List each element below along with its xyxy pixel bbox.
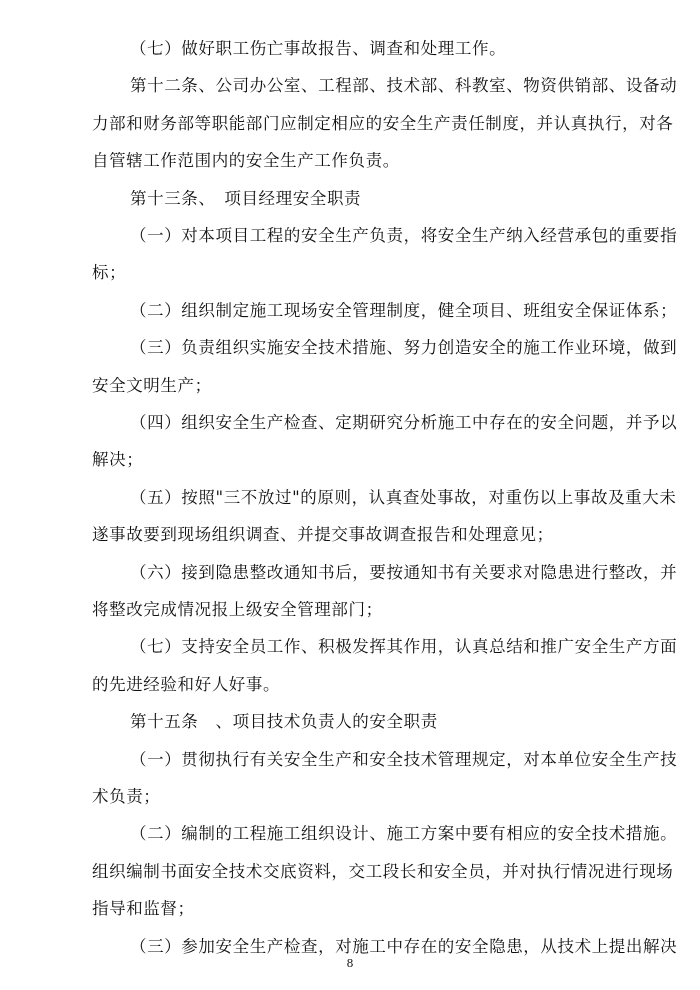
text-line: （三）参加安全生产检查，对施工中存在的安全隐患，从技术上提出解决 [130,936,678,956]
text-line: 标； [92,263,127,283]
text-line: （四）组织安全生产检查、定期研究分析施工中存在的安全问题，并予以 [130,413,678,432]
text-line: （一）对本项目工程的安全生产负责，将安全生产纳入经营承包的重要指 [130,226,678,245]
text-line: 安全文明生产； [92,375,212,395]
text-line: （六）接到隐患整改通知书后，要按通知书有关要求对隐患进行整改，并 [130,562,678,582]
text-line: 第十三条、 项目经理安全职责 [130,188,362,208]
text-line: 第十二条、公司办公室、工程部、技术部、科教室、物资供销部、设备动 [130,76,678,96]
text-line: （三）负责组织实施安全技术措施、努力创造安全的施工作业环境，做到 [130,338,678,358]
text-line: 自管辖工作范围内的安全生产工作负责。 [92,151,400,171]
text-line: （二）组织制定施工现场安全管理制度，健全项目、班组安全保证体系； [130,300,678,320]
text-line: （二）编制的工程施工组织设计、施工方案中要有相应的安全技术措施。 [130,824,678,844]
text-line: 指导和监督； [92,899,195,919]
text-line: 遂事故要到现场组织调查、并提交事故调查报告和处理意见； [92,525,554,545]
text-line: 组织编制书面安全技术交底资料，交工段长和安全员，并对执行情况进行现场 [92,861,674,881]
text-line: 术负责； [92,787,161,806]
text-line: 第十五条 、项目技术负责人的安全职责 [130,712,438,732]
text-line: 将整改完成情况报上级安全管理部门； [92,600,383,619]
text-line: （七）支持安全员工作、积极发挥其作用，认真总结和推广安全生产方面 [130,637,678,657]
text-line: 解决； [92,450,144,470]
text-line: （一）贯彻执行有关安全生产和安全技术管理规定，对本单位安全生产技 [130,749,678,769]
text-line: 力部和财务部等职能部门应制定相应的安全生产责任制度，并认真执行，对各 [92,113,674,133]
text-line: 的先进经验和好人好事。 [92,674,281,694]
text-line: （七）做好职工伤亡事故报告、调查和处理工作。 [130,39,507,58]
page-number: 8 [346,957,354,970]
text-line: （五）按照"三不放过"的原则，认真查处事故，对重伤以上事故及重大未 [130,487,677,507]
